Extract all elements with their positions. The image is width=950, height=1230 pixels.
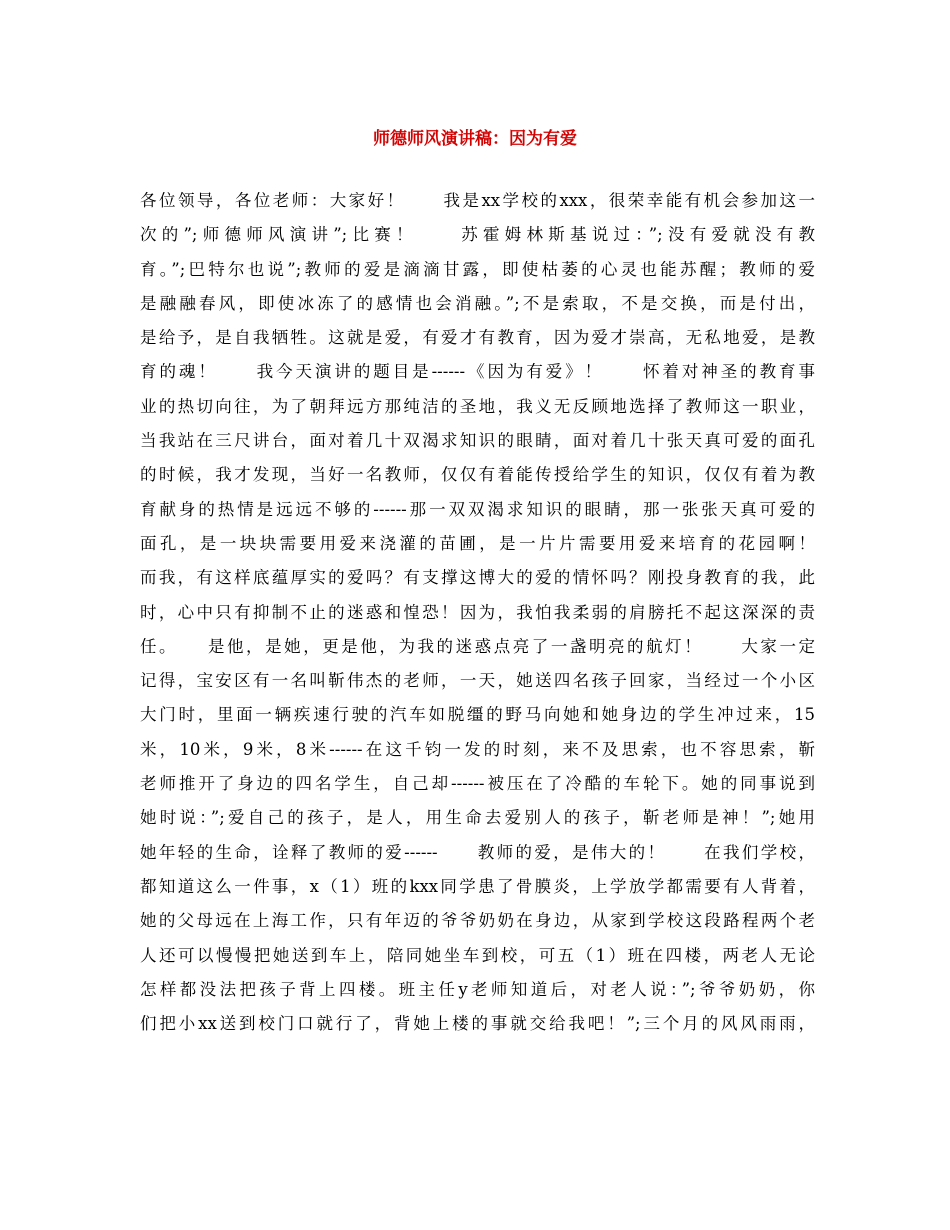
body-line: 怎样都没法把孩子背上四楼。班主任y老师知道后，对老人说：”;爷爷奶奶，你 — [140, 979, 815, 999]
body-line: 次的”;师德师风演讲”;比赛！ 苏霍姆林斯基说过：”;没有爱就没有教 — [140, 225, 815, 245]
document-title: 师德师风演讲稿：因为有爱 — [373, 129, 577, 149]
body-line: 记得，宝安区有一名叫靳伟杰的老师，一天，她送四名孩子回家，当经过一个小区 — [140, 671, 815, 691]
body-line: 时，心中只有抑制不止的迷惑和惶恐！因为，我怕我柔弱的肩膀托不起这深深的责 — [140, 602, 815, 622]
body-line: 们把小xx送到校门口就行了，背她上楼的事就交给我吧！”;三个月的风风雨雨， — [140, 1014, 815, 1034]
body-line: 各位领导，各位老师：大家好！ 我是xx学校的xxx，很荣幸能有机会参加这一 — [140, 191, 815, 210]
body-line: 是融融春风，即使冰冻了的感情也会消融。”;不是索取，不是交换，而是付出， — [140, 293, 815, 313]
body-line: 而我，有这样底蕴厚实的爱吗？有支撑这博大的爱的情怀吗？刚投身教育的我，此 — [140, 568, 815, 588]
body-line: 业的热切向往，为了朝拜远方那纯洁的圣地，我义无反顾地选择了教师这一职业， — [140, 396, 815, 416]
body-line: 米，10米，9米，8米------在这千钧一发的时刻，来不及思索，也不容思索，靳 — [140, 739, 815, 759]
body-line: 都知道这么一件事，x（1）班的kxx同学患了骨膜炎，上学放学都需要有人背着， — [140, 876, 815, 896]
body-line: 她时说：”;爱自己的孩子，是人，用生命去爱别人的孩子，靳老师是神！”;她用 — [140, 808, 815, 828]
body-line: 老师推开了身边的四名学生，自己却------被压在了冷酷的车轮下。她的同事说到 — [140, 774, 815, 794]
document-body — [140, 184, 815, 1041]
body-line: 她的父母远在上海工作，只有年迈的爷爷奶奶在身边，从家到学校这段路程两个老 — [140, 911, 815, 931]
body-line: 大门时，里面一辆疾速行驶的汽车如脱缰的野马向她和她身边的学生冲过来，15 — [140, 705, 815, 725]
body-line: 育。”;巴特尔也说”;教师的爱是滴滴甘露，即使枯萎的心灵也能苏醒；教师的爱 — [140, 259, 815, 279]
body-line: 育献身的热情是远远不够的------那一双双渴求知识的眼睛，那一张张天真可爱的 — [140, 499, 815, 519]
body-line: 当我站在三尺讲台，面对着几十双渴求知识的眼睛，面对着几十张天真可爱的面孔 — [140, 431, 815, 451]
body-line: 她年轻的生命，诠释了教师的爱------ 教师的爱，是伟大的！ 在我们学校， — [140, 842, 815, 862]
body-line: 是给予，是自我牺牲。这就是爱，有爱才有教育，因为爱才崇高，无私地爱，是教 — [140, 328, 815, 348]
body-line: 的时候，我才发现，当好一名教师，仅仅有着能传授给学生的知识，仅仅有着为教 — [140, 465, 815, 485]
body-line: 任。 是他，是她，更是他，为我的迷惑点亮了一盏明亮的航灯！ 大家一定 — [140, 636, 815, 656]
body-line: 育的魂！ 我今天演讲的题目是------《因为有爱》！ 怀着对神圣的教育事 — [140, 362, 815, 382]
body-line: 面孔，是一块块需要用爱来浇灌的苗圃，是一片片需要用爱来培育的花园啊！ — [140, 533, 815, 553]
body-line: 人还可以慢慢把她送到车上，陪同她坐车到校，可五（1）班在四楼，两老人无论 — [140, 945, 815, 965]
